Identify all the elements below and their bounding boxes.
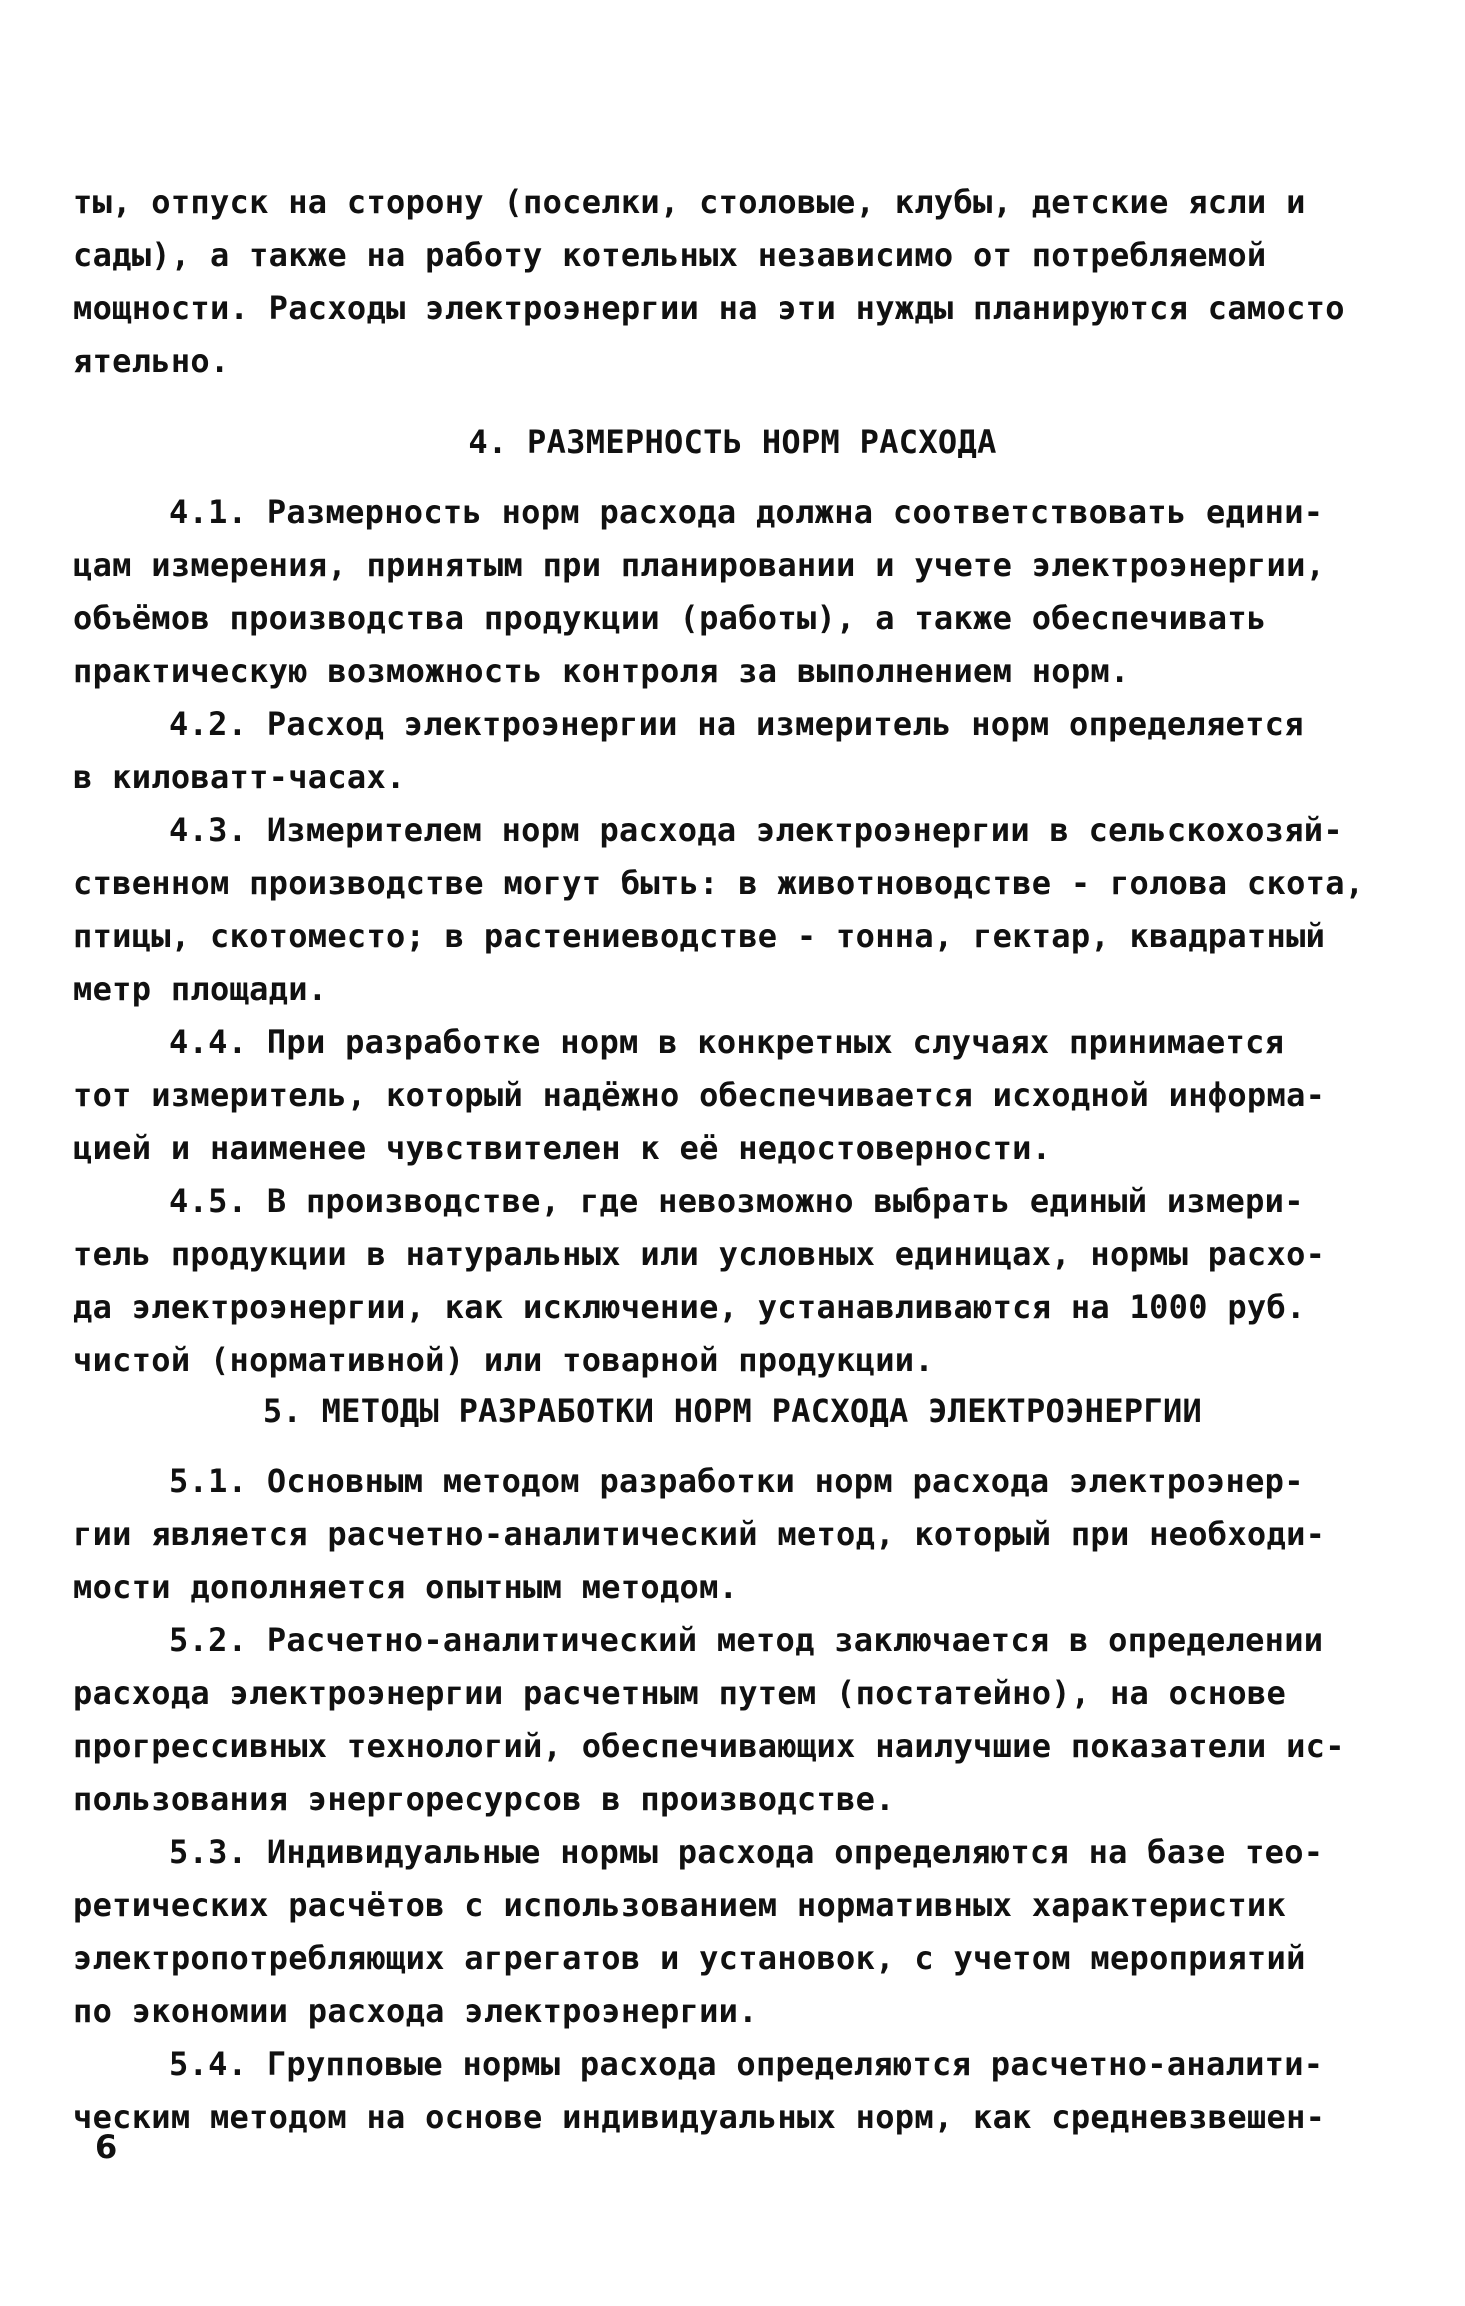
text-line: ретических расчётов с использованием нормативных характеристик [73,1886,1287,1924]
text-line: 4.5. В производстве, где невозможно выбрать единый измери- [169,1182,1304,1220]
text-line: 4.4. При разработке норм в конкретных случаях принимается [169,1023,1285,1061]
text-line: гии является расчетно-аналитический метод, который при необходи- [73,1515,1326,1553]
paragraph-4-2 [73,698,1413,804]
section-4-body [73,486,1413,1387]
text-line: расхода электроэнергии расчетным путем (постатейно), на основе [73,1674,1287,1712]
text-line: 5.2. Расчетно-аналитический метод заключается в определении [169,1621,1324,1659]
text-line: практическую возможность контроля за выполнением норм. [73,652,1130,690]
page-number: 6 [95,2128,118,2166]
text-line: птицы, скотоместо; в растениеводстве - тонна, гектар, квадратный [73,917,1326,955]
text-line: 4.2. Расход электроэнергии на измеритель норм определяется [169,705,1304,743]
text-line: прогрессивных технологий, обеспечивающих наилучшие показатели ис- [73,1727,1345,1765]
paragraph-5-2 [73,1614,1413,1826]
text-line: электропотребляющих агрегатов и установок, с учетом мероприятий [73,1939,1306,1977]
paragraph-5-3 [73,1826,1413,2038]
text-line: ятельно. [73,342,230,380]
text-line: тель продукции в натуральных или условных единицах, нормы расхо- [73,1235,1326,1273]
text-line: сады), а также на работу котельных независимо от потребляемой [73,236,1267,274]
paragraph-5-4 [73,2038,1413,2144]
text-line: мощности. Расходы электроэнергии на эти нужды планируются самосто [73,289,1345,327]
paragraph-4-4 [73,1016,1413,1175]
text-line: пользования энергоресурсов в производстве. [73,1780,895,1818]
text-line: 4.1. Размерность норм расхода должна соответствовать едини- [169,493,1324,531]
text-line: цам измерения, принятым при планировании и учете электроэнергии, [73,546,1326,584]
section-4-heading: 4. РАЗМЕРНОСТЬ НОРМ РАСХОДА [468,423,997,461]
text-line: чистой (нормативной) или товарной продукции. [73,1341,934,1379]
text-line: 5.3. Индивидуальные нормы расхода определяются на базе тео- [169,1833,1324,1871]
section-5-body [73,1455,1413,2144]
text-line: тот измеритель, который надёжно обеспечивается исходной информа- [73,1076,1326,1114]
paragraph-4-1 [73,486,1413,698]
section-5-heading: 5. МЕТОДЫ РАЗРАБОТКИ НОРМ РАСХОДА ЭЛЕКТРОЭНЕРГИИ [262,1392,1203,1430]
text-line: мости дополняется опытным методом. [73,1568,739,1606]
text-line: да электроэнергии, как исключение, устанавливаются на 1000 руб. [73,1288,1306,1326]
text-line: 5.1. Основным методом разработки норм расхода электроэнер- [169,1462,1304,1500]
paragraph-5-1 [73,1455,1413,1614]
text-line: объёмов производства продукции (работы), а также обеспечивать [73,599,1267,637]
text-line: в киловатт-часах. [73,758,406,796]
text-line: метр площади. [73,970,328,1008]
text-line: цией и наименее чувствителен к её недостоверности. [73,1129,1052,1167]
intro-paragraph [73,176,1413,388]
text-line: по экономии расхода электроэнергии. [73,1992,758,2030]
text-line: 4.3. Измерителем норм расхода электроэнергии в сельскохозяй- [169,811,1343,849]
text-line: ческим методом на основе индивидуальных норм, как средневзвешен- [73,2098,1326,2136]
paragraph-4-5 [73,1175,1413,1387]
text-line: ственном производстве могут быть: в животноводстве - голова скота, [73,864,1365,902]
text-line: 5.4. Групповые нормы расхода определяются расчетно-аналити- [169,2045,1324,2083]
text-line: ты, отпуск на сторону (поселки, столовые, клубы, детские ясли и [73,183,1306,221]
paragraph-4-3 [73,804,1413,1016]
